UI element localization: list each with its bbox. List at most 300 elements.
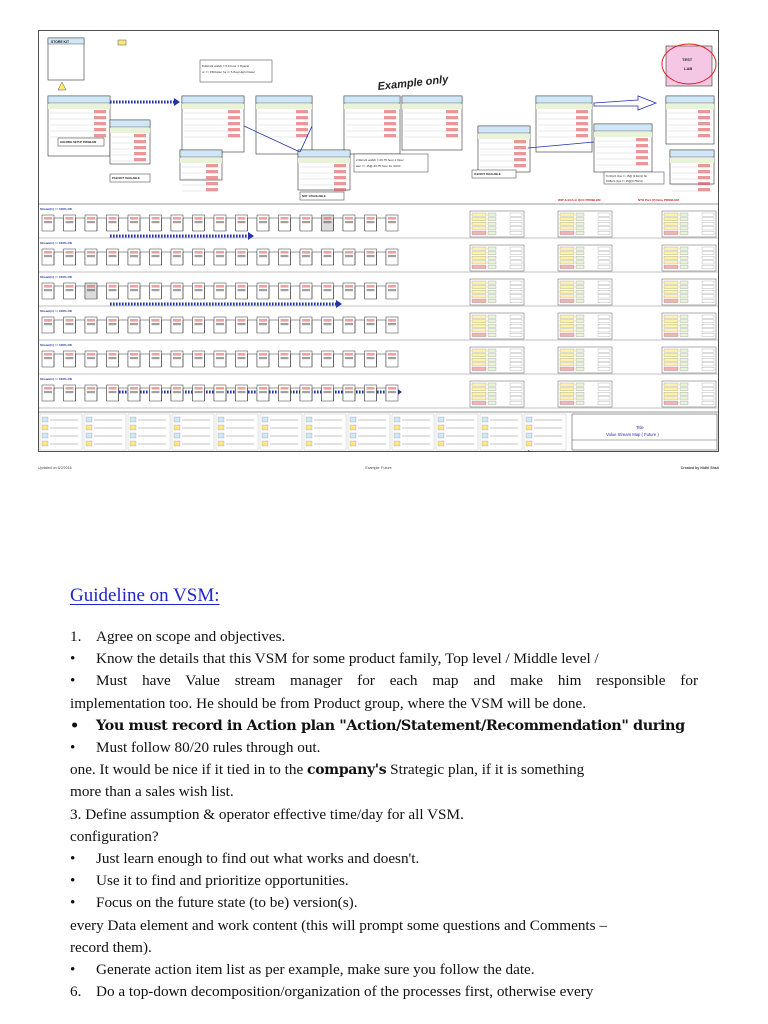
stream-step-value bbox=[324, 323, 332, 325]
summary-cell bbox=[680, 295, 688, 298]
push-arrow-stripe bbox=[257, 303, 259, 306]
stream-step-value bbox=[109, 289, 117, 291]
bullet-text: • You must record in Action plan "Action/Statement/Recommendation" during bbox=[70, 717, 685, 734]
summary-cell bbox=[472, 218, 486, 221]
process-value bbox=[94, 116, 106, 119]
legend-icon bbox=[262, 425, 268, 430]
push-arrow-stripe bbox=[161, 101, 163, 104]
guideline-line bbox=[70, 981, 698, 1003]
process-value bbox=[384, 134, 396, 137]
stream-step-value bbox=[281, 391, 289, 393]
stream-step-value bbox=[87, 217, 95, 220]
process-value bbox=[228, 122, 240, 125]
summary-cell bbox=[664, 401, 678, 404]
summary-cell bbox=[702, 320, 714, 323]
stream-step-value bbox=[259, 221, 267, 223]
process-value bbox=[296, 122, 308, 125]
summary-cell bbox=[488, 252, 496, 255]
summary-cell bbox=[510, 286, 522, 289]
push-arrow-stripe bbox=[233, 391, 235, 394]
process-value bbox=[446, 122, 458, 125]
summary-cell bbox=[702, 367, 714, 370]
stream-step-value bbox=[66, 387, 74, 390]
push-arrow-stripe bbox=[236, 235, 238, 238]
push-arrow-stripe bbox=[113, 303, 115, 306]
summary-cell bbox=[598, 315, 610, 318]
push-arrow-stripe bbox=[179, 303, 181, 306]
push-arrow-stripe bbox=[260, 303, 262, 306]
stream-step-value bbox=[130, 391, 138, 393]
stream-label: Stream(1) == 100% OK bbox=[40, 377, 73, 381]
process-header bbox=[402, 96, 462, 103]
process-value bbox=[576, 110, 588, 113]
summary-cell bbox=[510, 265, 522, 268]
process-value bbox=[134, 134, 146, 137]
legend-icon bbox=[482, 441, 488, 446]
stream-step-value bbox=[238, 387, 246, 390]
process-value bbox=[384, 110, 396, 113]
summary-cell bbox=[702, 401, 714, 404]
push-arrow-stripe bbox=[275, 391, 277, 394]
process-value bbox=[206, 182, 218, 185]
stream-step-value bbox=[345, 217, 353, 220]
process-value bbox=[228, 116, 240, 119]
legend-icon bbox=[438, 417, 444, 422]
legend-icon bbox=[482, 425, 488, 430]
summary-cell bbox=[510, 392, 522, 395]
stream-step-value bbox=[281, 251, 289, 254]
summary-cell bbox=[510, 227, 522, 230]
legend-icon bbox=[482, 433, 488, 438]
legend-icon bbox=[394, 417, 400, 422]
stream-step-value bbox=[152, 319, 160, 322]
process-value bbox=[334, 170, 346, 173]
summary-cell bbox=[472, 324, 486, 327]
summary-cell bbox=[472, 231, 486, 234]
legend-icon bbox=[262, 417, 268, 422]
summary-cell bbox=[680, 231, 688, 234]
push-arrow-stripe bbox=[164, 235, 166, 238]
push-arrow-stripe bbox=[137, 101, 139, 104]
push-arrow-stripe bbox=[149, 235, 151, 238]
stream-step-value bbox=[238, 255, 246, 257]
push-arrow-stripe bbox=[182, 303, 184, 306]
stream-step-value bbox=[44, 255, 52, 257]
stream-step-value bbox=[324, 217, 332, 220]
summary-cell bbox=[702, 397, 714, 400]
stream-step-value bbox=[388, 319, 396, 322]
line-text: more than a sales wish list. bbox=[70, 783, 234, 801]
summary-cell bbox=[664, 358, 678, 361]
process-header bbox=[256, 96, 312, 103]
summary-cell bbox=[598, 261, 610, 264]
summary-cell bbox=[598, 299, 610, 302]
legend-icon bbox=[350, 425, 356, 430]
push-arrow-stripe bbox=[122, 101, 124, 104]
stream-step-value bbox=[302, 251, 310, 254]
stream-step-value bbox=[109, 323, 117, 325]
guideline-line bbox=[70, 892, 698, 914]
stream-step-value bbox=[388, 391, 396, 393]
legend-icon bbox=[174, 441, 180, 446]
summary-cell bbox=[510, 295, 522, 298]
stream-step-value bbox=[109, 357, 117, 359]
summary-cell bbox=[488, 354, 496, 357]
stream-step-value bbox=[109, 387, 117, 390]
push-arrow-stripe bbox=[212, 235, 214, 238]
stream-step-value bbox=[238, 217, 246, 220]
summary-cell bbox=[472, 227, 486, 230]
legend-icon bbox=[526, 417, 532, 422]
summary-cell bbox=[680, 290, 688, 293]
stream-step-value bbox=[238, 289, 246, 291]
summary-cell bbox=[702, 392, 714, 395]
summary-cell bbox=[664, 329, 678, 332]
push-arrow-stripe bbox=[221, 235, 223, 238]
process-value bbox=[384, 128, 396, 131]
push-arrow-stripe bbox=[287, 303, 289, 306]
push-arrow-stripe bbox=[164, 101, 166, 104]
push-arrow-stripe bbox=[146, 101, 148, 104]
summary-cell bbox=[702, 252, 714, 255]
summary-cell bbox=[510, 218, 522, 221]
summary-cell bbox=[576, 383, 584, 386]
right-header-2: NTH Part (if) Note PROBLEM bbox=[638, 198, 679, 202]
stream-step-value bbox=[152, 323, 160, 325]
push-arrow-stripe bbox=[146, 391, 148, 394]
summary-cell bbox=[680, 401, 688, 404]
push-arrow-stripe bbox=[188, 391, 190, 394]
stream-step-value bbox=[281, 319, 289, 322]
summary-cell bbox=[472, 383, 486, 386]
stream-step-value bbox=[195, 251, 203, 254]
process-value bbox=[636, 150, 648, 153]
stream-step-value bbox=[195, 289, 203, 291]
push-arrow-stripe bbox=[152, 101, 154, 104]
summary-cell bbox=[664, 261, 678, 264]
push-arrow-stripe bbox=[191, 303, 193, 306]
summary-cell bbox=[598, 295, 610, 298]
summary-cell bbox=[488, 213, 496, 216]
process-value bbox=[698, 176, 710, 179]
stream-step-value bbox=[302, 353, 310, 356]
summary-cell bbox=[680, 397, 688, 400]
push-arrow-stripe bbox=[209, 391, 211, 394]
summary-cell bbox=[510, 397, 522, 400]
summary-cell bbox=[510, 222, 522, 225]
legend-icon bbox=[438, 441, 444, 446]
summary-cell bbox=[472, 358, 486, 361]
stream-step-value bbox=[109, 391, 117, 393]
legend-icon bbox=[130, 441, 136, 446]
stream-step-value bbox=[324, 319, 332, 322]
alert-text: NOT 1/AVAILABLE bbox=[302, 195, 326, 198]
stream-step-value bbox=[152, 217, 160, 220]
summary-cell bbox=[510, 247, 522, 250]
push-arrow-stripe bbox=[296, 391, 298, 394]
list-number: 1. bbox=[70, 628, 82, 645]
process-header bbox=[666, 96, 714, 103]
summary-cell bbox=[664, 392, 678, 395]
push-arrow-stripe bbox=[122, 303, 124, 306]
line-text: 3. Define assumption & operator effective time/day for all VSM. bbox=[70, 805, 464, 823]
summary-cell bbox=[560, 299, 574, 302]
line-text: every Data element and work content (this will prompt some questions and Comments – bbox=[70, 916, 607, 934]
summary-cell bbox=[598, 358, 610, 361]
push-arrow-stripe bbox=[158, 303, 160, 306]
push-arrow-stripe bbox=[182, 235, 184, 238]
summary-cell bbox=[598, 231, 610, 234]
legend-icon bbox=[394, 433, 400, 438]
legend-icon bbox=[438, 433, 444, 438]
process-value bbox=[698, 110, 710, 113]
stream-step-value bbox=[367, 289, 375, 291]
stream-step-value bbox=[44, 387, 52, 390]
push-arrow-stripe bbox=[161, 303, 163, 306]
summary-cell bbox=[472, 392, 486, 395]
summary-cell bbox=[488, 401, 496, 404]
guideline-line bbox=[70, 870, 698, 892]
summary-cell bbox=[510, 354, 522, 357]
process-subheader bbox=[256, 104, 312, 109]
guideline-line bbox=[70, 626, 698, 648]
push-arrow-stripe bbox=[143, 303, 145, 306]
summary-cell bbox=[488, 281, 496, 284]
stream-step-value bbox=[259, 319, 267, 322]
summary-cell bbox=[598, 388, 610, 391]
test-lab-label-2: LAB bbox=[684, 66, 693, 71]
summary-cell bbox=[488, 358, 496, 361]
stream-step-value bbox=[324, 353, 332, 356]
stream-step-value bbox=[367, 353, 375, 356]
push-arrow-stripe bbox=[233, 235, 235, 238]
summary-cell bbox=[598, 320, 610, 323]
summary-cell bbox=[472, 299, 486, 302]
stream-step-value bbox=[216, 323, 224, 325]
summary-cell bbox=[472, 252, 486, 255]
push-arrow-stripe bbox=[164, 303, 166, 306]
process-subheader bbox=[402, 104, 462, 109]
stream-label: Stream(1) == 100% OK bbox=[40, 309, 73, 313]
process-value bbox=[334, 188, 346, 191]
summary-cell bbox=[702, 349, 714, 352]
push-arrow-stripe bbox=[332, 303, 334, 306]
summary-cell bbox=[680, 261, 688, 264]
guideline-line bbox=[70, 648, 698, 670]
push-arrow-stripe bbox=[203, 235, 205, 238]
summary-cell bbox=[702, 354, 714, 357]
push-arrow-stripe bbox=[224, 235, 226, 238]
legend-icon bbox=[262, 441, 268, 446]
stream-step-value bbox=[281, 323, 289, 325]
legend-icon bbox=[86, 425, 92, 430]
stream-step-value bbox=[281, 221, 289, 223]
push-arrow-stripe bbox=[338, 391, 340, 394]
push-arrow-stripe bbox=[263, 303, 265, 306]
guideline-line bbox=[70, 759, 698, 781]
push-arrow-stripe bbox=[227, 303, 229, 306]
bullet-text: • Just learn enough to find out what works and doesn't. bbox=[70, 850, 419, 867]
summary-cell bbox=[598, 281, 610, 284]
stream-step-value bbox=[345, 319, 353, 322]
stream-step-value bbox=[259, 285, 267, 288]
push-arrow-stripe bbox=[212, 303, 214, 306]
summary-cell bbox=[664, 397, 678, 400]
process-value bbox=[228, 134, 240, 137]
summary-cell bbox=[576, 247, 584, 250]
push-arrow-stripe bbox=[149, 303, 151, 306]
process-header bbox=[670, 150, 714, 157]
stream-step-value bbox=[173, 391, 181, 393]
push-arrow-stripe bbox=[314, 303, 316, 306]
push-arrow-stripe bbox=[296, 303, 298, 306]
summary-cell bbox=[472, 222, 486, 225]
test-lab-label-1: TEST bbox=[682, 57, 693, 62]
process-value bbox=[698, 170, 710, 173]
process-value bbox=[514, 152, 526, 155]
push-arrow-stripe bbox=[272, 303, 274, 306]
process-value bbox=[514, 158, 526, 161]
summary-cell bbox=[598, 290, 610, 293]
stream-step-value bbox=[173, 289, 181, 291]
push-arrow-stripe bbox=[224, 303, 226, 306]
push-arrow-stripe bbox=[251, 303, 253, 306]
stream-step-value bbox=[173, 323, 181, 325]
guideline-line bbox=[70, 848, 698, 870]
stream-step-value bbox=[152, 357, 160, 359]
push-arrow-stripe bbox=[254, 391, 256, 394]
summary-cell bbox=[680, 256, 688, 259]
summary-cell bbox=[664, 363, 678, 366]
summary-cell bbox=[680, 329, 688, 332]
process-value bbox=[384, 122, 396, 125]
process-header bbox=[110, 120, 150, 127]
stream-step-value bbox=[324, 391, 332, 393]
stream-step-value bbox=[173, 217, 181, 220]
process-value bbox=[446, 116, 458, 119]
stream-step-value bbox=[216, 391, 224, 393]
process-value bbox=[134, 140, 146, 143]
line-text: Do a top-down decomposition/organization of the processes first, otherwise every bbox=[96, 983, 594, 1001]
push-arrow-stripe bbox=[359, 391, 361, 394]
summary-cell bbox=[576, 222, 584, 225]
legend-icon bbox=[42, 417, 48, 422]
stream-step-value bbox=[302, 285, 310, 288]
stream-step-value bbox=[324, 251, 332, 254]
push-arrow-stripe bbox=[317, 303, 319, 306]
summary-cell bbox=[472, 265, 486, 268]
summary-cell bbox=[488, 231, 496, 234]
summary-cell bbox=[702, 231, 714, 234]
stream-step-value bbox=[87, 323, 95, 325]
summary-cell bbox=[488, 256, 496, 259]
stream-step-value bbox=[87, 353, 95, 356]
alert-text: HOLDING SETUP PROBLEM bbox=[60, 141, 97, 144]
push-arrow-stripe bbox=[155, 235, 157, 238]
summary-cell bbox=[488, 261, 496, 264]
summary-cell bbox=[702, 299, 714, 302]
summary-cell bbox=[576, 299, 584, 302]
stream-step-value bbox=[345, 251, 353, 254]
process-value bbox=[698, 182, 710, 185]
summary-cell bbox=[680, 265, 688, 268]
summary-cell bbox=[680, 213, 688, 216]
summary-cell bbox=[510, 388, 522, 391]
stream-step-value bbox=[87, 319, 95, 322]
push-arrow-stripe bbox=[209, 235, 211, 238]
process-value bbox=[94, 134, 106, 137]
summary-cell bbox=[472, 295, 486, 298]
push-arrow-stripe bbox=[326, 303, 328, 306]
summary-cell bbox=[680, 247, 688, 250]
process-header bbox=[344, 96, 400, 103]
summary-cell bbox=[664, 299, 678, 302]
summary-cell bbox=[472, 363, 486, 366]
line-text: Agree on scope and objectives. bbox=[96, 628, 286, 645]
push-arrow-stripe bbox=[170, 101, 172, 104]
process-subheader bbox=[478, 134, 530, 139]
summary-cell bbox=[702, 388, 714, 391]
process-value bbox=[296, 128, 308, 131]
legend-icon bbox=[306, 425, 312, 430]
push-arrow-stripe bbox=[119, 391, 121, 394]
process-value bbox=[94, 122, 106, 125]
summary-cell bbox=[560, 218, 574, 221]
push-arrow-stripe bbox=[116, 303, 118, 306]
legend-icon bbox=[42, 433, 48, 438]
legend-icon bbox=[42, 425, 48, 430]
stream-step-value bbox=[367, 285, 375, 288]
push-arrow-stripe bbox=[212, 391, 214, 394]
legend-icon bbox=[526, 433, 532, 438]
stream-step-value bbox=[367, 217, 375, 220]
summary-cell bbox=[598, 247, 610, 250]
summary-cell bbox=[702, 295, 714, 298]
push-arrow-stripe bbox=[164, 391, 166, 394]
push-arrow-stripe bbox=[227, 235, 229, 238]
summary-cell bbox=[510, 281, 522, 284]
stream-step-value bbox=[66, 323, 74, 325]
summary-cell bbox=[472, 401, 486, 404]
stream-step-value bbox=[44, 289, 52, 291]
summary-cell bbox=[560, 349, 574, 352]
bullet-text: • Know the details that this VSM for some product family, Top level / Middle level / bbox=[70, 650, 599, 667]
stream-step-value bbox=[388, 353, 396, 356]
stream-step-value bbox=[345, 391, 353, 393]
summary-cell bbox=[576, 320, 584, 323]
line-text-b: Strategic plan, if it is something bbox=[386, 761, 585, 779]
kanban-card bbox=[118, 40, 126, 45]
guideline-lines bbox=[70, 626, 698, 1003]
legend-icon bbox=[526, 425, 532, 430]
stream-step-value bbox=[345, 387, 353, 390]
summary-cell bbox=[664, 367, 678, 370]
summary-cell bbox=[488, 333, 496, 336]
summary-cell bbox=[664, 354, 678, 357]
summary-cell bbox=[576, 324, 584, 327]
stream-step-value bbox=[388, 387, 396, 390]
summary-cell bbox=[576, 392, 584, 395]
process-value bbox=[446, 128, 458, 131]
summary-cell bbox=[472, 261, 486, 264]
summary-cell bbox=[664, 349, 678, 352]
stream-step-value bbox=[87, 387, 95, 390]
summary-cell bbox=[560, 286, 574, 289]
legend-icon bbox=[306, 417, 312, 422]
stream-step-value bbox=[281, 285, 289, 288]
stream-step-value bbox=[324, 289, 332, 291]
stream-step-value bbox=[302, 323, 310, 325]
